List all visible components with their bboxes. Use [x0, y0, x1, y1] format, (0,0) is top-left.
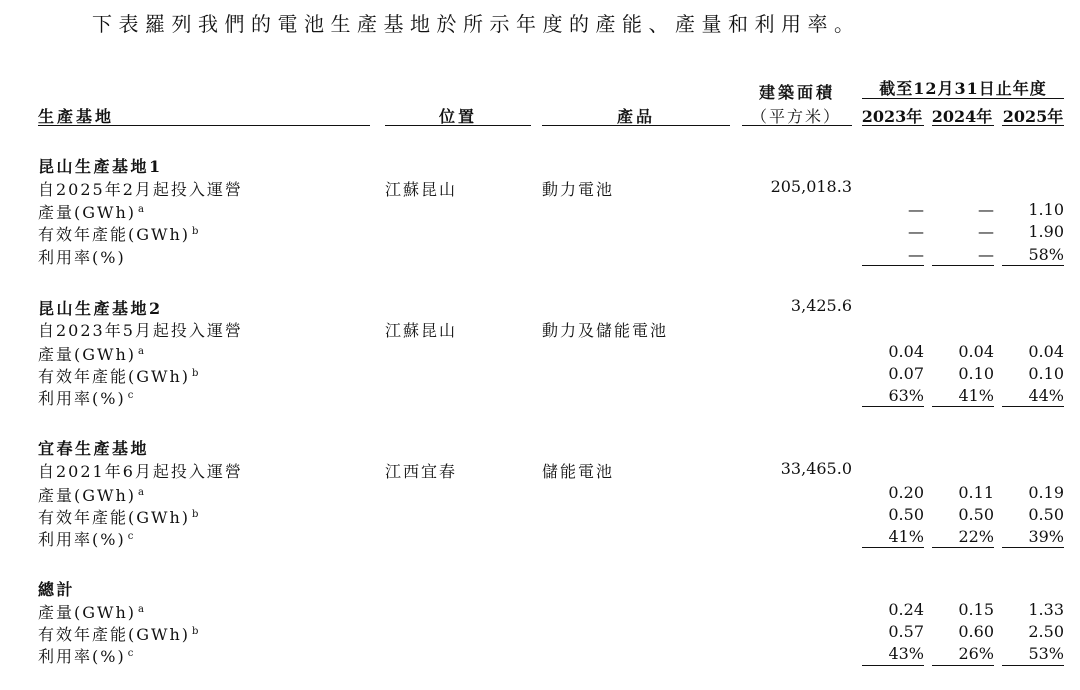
- section-2-output-label: 產量(GWh) $^a$: [38, 345, 146, 364]
- section-3-capacity-2025: 0.50: [1028, 505, 1064, 524]
- header-base: 生產基地: [38, 107, 115, 126]
- section-3-output-2023: 0.20: [888, 483, 924, 502]
- section-3-capacity-2023: 0.50: [888, 505, 924, 524]
- total-output-2023: 0.24: [888, 600, 924, 619]
- section-3-name: 宜春生產基地: [38, 439, 150, 458]
- section-3-util-2023: 41%: [888, 527, 924, 546]
- total-capacity-label: 有效年產能(GWh) $^b$: [38, 625, 201, 644]
- total-capacity-2023: 0.57: [888, 622, 924, 641]
- section-2-util-2025: 44%: [1028, 386, 1064, 405]
- header-area-line1: 建築面積: [758, 83, 835, 102]
- intro-text: 下表羅列我們的電池生產基地於所示年度的產能、產量和利用率。: [92, 12, 861, 36]
- section-3-location: 江西宜春: [385, 462, 458, 481]
- section-3-util-2025: 39%: [1028, 527, 1064, 546]
- section-3-output-2024: 0.11: [958, 483, 994, 502]
- total-output-2025: 1.33: [1028, 600, 1064, 619]
- section-3-area: 33,465.0: [780, 459, 852, 478]
- section-1-util-2025: 58%: [1028, 245, 1064, 264]
- section-2-output-2025: 0.04: [1028, 342, 1064, 361]
- total-capacity-2024: 0.60: [958, 622, 994, 641]
- section-2-output-2024: 0.04: [958, 342, 994, 361]
- section-3-util-2024: 22%: [958, 527, 994, 546]
- section-3-output-2025: 0.19: [1028, 483, 1064, 502]
- section-1-location: 江蘇昆山: [385, 180, 458, 199]
- section-2-capacity-label: 有效年產能(GWh) $^b$: [38, 367, 201, 386]
- total-output-2024: 0.15: [958, 600, 994, 619]
- section-1-name: 昆山生產基地1: [38, 157, 163, 176]
- header-location: 位置: [438, 107, 477, 126]
- section-3-capacity-label: 有效年產能(GWh) $^b$: [38, 508, 201, 527]
- total-rule-2023: [862, 665, 924, 666]
- header-period: 截至12月31日止年度: [879, 79, 1047, 98]
- header-rule-base: [38, 125, 370, 126]
- section-1-area: 205,018.3: [770, 177, 852, 196]
- section-3-util-label: 利用率(%) $^c$: [38, 530, 136, 549]
- section-3-output-label: 產量(GWh) $^a$: [38, 486, 146, 505]
- total-util-label: 利用率(%) $^c$: [38, 647, 136, 666]
- section-2-util-label: 利用率(%) $^c$: [38, 389, 136, 408]
- section-3-rule-2023: [862, 547, 924, 548]
- header-rule-2023: [862, 125, 924, 126]
- header-rule-2025: [1002, 125, 1064, 126]
- section-1-capacity-2023: —: [908, 222, 924, 241]
- header-year-2024: 2024年: [931, 107, 993, 126]
- total-rule-2025: [1002, 665, 1064, 666]
- section-2-since: 自2023年5月起投入運營: [38, 321, 243, 340]
- total-capacity-2025: 2.50: [1028, 622, 1064, 641]
- section-1-capacity-label: 有效年產能(GWh) $^b$: [38, 225, 201, 244]
- section-2-util-2024: 41%: [958, 386, 994, 405]
- header-rule-area: [742, 125, 852, 126]
- section-2-capacity-2025: 0.10: [1028, 364, 1064, 383]
- section-1-rule-2023: [862, 265, 924, 266]
- section-1-util-label: 利用率(%): [38, 248, 126, 267]
- section-1-product: 動力電池: [542, 180, 615, 199]
- section-1-rule-2024: [932, 265, 994, 266]
- section-2-rule-2025: [1002, 406, 1064, 407]
- header-product: 產品: [616, 107, 655, 126]
- section-1-util-2023: —: [908, 245, 924, 264]
- section-1-output-2025: 1.10: [1028, 200, 1064, 219]
- total-output-label: 產量(GWh) $^a$: [38, 603, 146, 622]
- total-util-2025: 53%: [1028, 644, 1064, 663]
- section-2-capacity-2023: 0.07: [888, 364, 924, 383]
- section-2-location: 江蘇昆山: [385, 321, 458, 340]
- section-3-capacity-2024: 0.50: [958, 505, 994, 524]
- section-2-rule-2023: [862, 406, 924, 407]
- section-2-output-2023: 0.04: [888, 342, 924, 361]
- header-rule-product: [542, 125, 730, 126]
- section-1-capacity-2024: —: [978, 222, 994, 241]
- section-3-product: 儲能電池: [542, 462, 615, 481]
- header-rule-location: [385, 125, 531, 126]
- header-year-2023: 2023年: [861, 107, 923, 126]
- section-2-product: 動力及儲能電池: [542, 321, 669, 340]
- section-2-util-2023: 63%: [888, 386, 924, 405]
- section-3-since: 自2021年6月起投入運營: [38, 462, 243, 481]
- total-rule-2024: [932, 665, 994, 666]
- section-2-rule-2024: [932, 406, 994, 407]
- section-3-rule-2024: [932, 547, 994, 548]
- header-rule-2024: [932, 125, 994, 126]
- section-1-since: 自2025年2月起投入運營: [38, 180, 243, 199]
- section-1-output-2024: —: [978, 200, 994, 219]
- section-1-capacity-2025: 1.90: [1028, 222, 1064, 241]
- section-1-rule-2025: [1002, 265, 1064, 266]
- total-util-2023: 43%: [888, 644, 924, 663]
- section-2-area: 3,425.6: [790, 296, 852, 315]
- section-2-name: 昆山生產基地2: [38, 299, 163, 318]
- period-rule: [862, 98, 1064, 99]
- section-3-rule-2025: [1002, 547, 1064, 548]
- section-1-util-2024: —: [978, 245, 994, 264]
- header-year-2025: 2025年: [1002, 107, 1064, 126]
- section-1-output-2023: —: [908, 200, 924, 219]
- total-util-2024: 26%: [958, 644, 994, 663]
- section-2-capacity-2024: 0.10: [958, 364, 994, 383]
- total-name: 總計: [38, 580, 76, 599]
- header-area-line2: （平方米）: [750, 107, 841, 126]
- section-1-output-label: 產量(GWh) $^a$: [38, 203, 146, 222]
